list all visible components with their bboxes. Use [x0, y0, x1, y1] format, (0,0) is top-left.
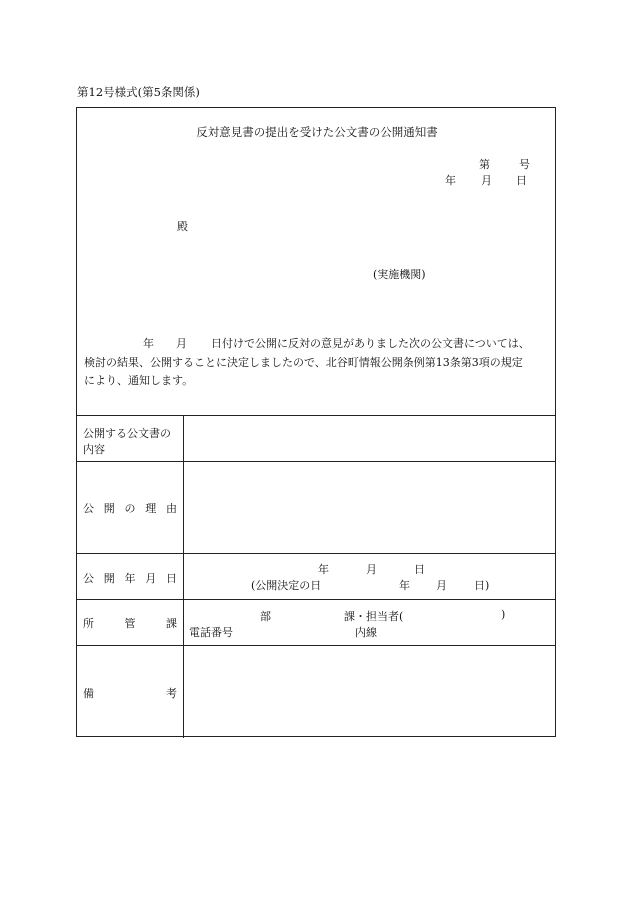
- remarks-label-char: 考: [166, 687, 177, 700]
- body-line3: により、通知します。: [84, 374, 194, 387]
- body-tsuki: 月: [176, 337, 187, 350]
- date-hi: 日: [516, 174, 527, 187]
- date-label-char: 年: [124, 572, 136, 585]
- issuer-label: (実施機関): [373, 268, 426, 281]
- phone-label: 電話番号: [189, 626, 233, 639]
- date-tsuki: 月: [481, 174, 492, 187]
- remarks-value-cell[interactable]: [184, 646, 556, 737]
- decision-date-tsuki: 月: [436, 579, 447, 592]
- dept-label-char: 管: [124, 617, 136, 630]
- date-label-char: 月: [145, 572, 157, 585]
- body-line2: 検討の結果、公開することに決定しましたので、北谷町情報公開条例第13条第3項の規定: [84, 356, 523, 369]
- row-divider: [77, 599, 555, 600]
- form-number: 第12号様式(第5条関係): [77, 85, 200, 99]
- disclosure-date-nen: 年: [318, 563, 329, 576]
- dept-bu: 部: [260, 610, 271, 623]
- decision-date-prefix: (公開決定の日: [251, 579, 322, 592]
- doc-number-go: 号: [519, 158, 530, 171]
- disclosure-date-tsuki: 月: [366, 563, 377, 576]
- extension-label: 内線: [355, 626, 377, 639]
- disclosure-date-label: [83, 570, 177, 586]
- reason-label-char: 理: [145, 502, 157, 515]
- date-label-char: 公: [83, 572, 94, 585]
- dept-label-char: 所: [83, 617, 94, 630]
- doc-number-dai: 第: [479, 158, 490, 171]
- reason-value-cell[interactable]: [184, 462, 556, 553]
- reason-label-char: の: [124, 502, 136, 515]
- content-label-line1: 公開する公文書の: [83, 427, 171, 440]
- decision-date-nen: 年: [399, 579, 410, 592]
- content-label-line2: 内容: [83, 443, 105, 456]
- reason-label-char: 由: [166, 502, 177, 515]
- addressee-suffix: 殿: [177, 220, 188, 233]
- department-label: [83, 615, 177, 631]
- decision-date-hi: 日): [474, 579, 490, 592]
- remarks-label: [83, 685, 177, 701]
- notice-form: [76, 107, 556, 737]
- row-divider: [77, 553, 555, 554]
- date-nen: 年: [445, 174, 456, 187]
- remarks-label-char: 備: [83, 687, 94, 700]
- dept-label-char: 課: [166, 617, 177, 630]
- dept-close-paren: ): [501, 608, 506, 621]
- body-nen: 年: [143, 337, 154, 350]
- document-title: 反対意見書の提出を受けた公文書の公開通知書: [196, 125, 438, 139]
- reason-label-char: 公: [83, 502, 94, 515]
- date-label-char: 開: [103, 572, 115, 585]
- date-label-char: 日: [166, 572, 177, 585]
- disclosure-date-hi: 日: [414, 563, 425, 576]
- reason-label: [83, 500, 177, 516]
- reason-label-char: 開: [103, 502, 115, 515]
- body-line1: 日付けで公開に反対の意見がありました次の公文書については、: [211, 337, 530, 350]
- dept-ka-tanto: 課・担当者(: [344, 610, 404, 623]
- content-value-cell[interactable]: [184, 416, 556, 461]
